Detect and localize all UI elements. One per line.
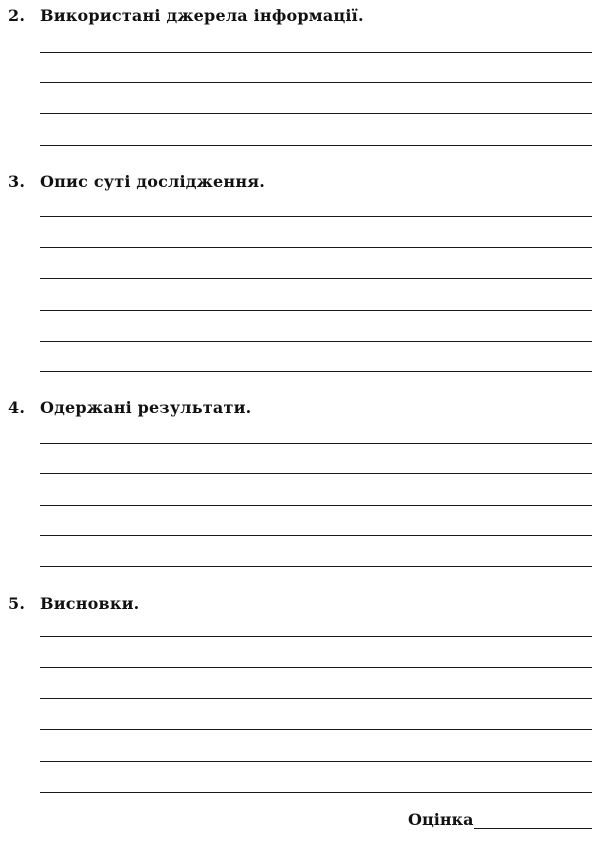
answer-line[interactable] — [40, 443, 592, 444]
answer-line[interactable] — [40, 792, 592, 793]
answer-line[interactable] — [40, 505, 592, 506]
section-number: 3. — [8, 172, 26, 191]
answer-line[interactable] — [40, 667, 592, 668]
answer-line[interactable] — [40, 278, 592, 279]
answer-line[interactable] — [40, 82, 592, 83]
section-title: Висновки. — [40, 594, 140, 613]
answer-line[interactable] — [40, 113, 592, 114]
answer-line[interactable] — [40, 729, 592, 730]
answer-line[interactable] — [40, 52, 592, 53]
section-number: 5. — [8, 594, 26, 613]
section-title: Використані джерела інформації. — [40, 6, 364, 25]
answer-line[interactable] — [40, 473, 592, 474]
answer-line[interactable] — [40, 247, 592, 248]
answer-line[interactable] — [40, 535, 592, 536]
answer-line[interactable] — [40, 636, 592, 637]
section-heading-results — [8, 398, 251, 418]
answer-line[interactable] — [40, 698, 592, 699]
answer-line[interactable] — [40, 145, 592, 146]
section-number: 2. — [8, 6, 26, 25]
answer-line[interactable] — [40, 341, 592, 342]
answer-line[interactable] — [40, 216, 592, 217]
section-heading-conclusions — [8, 594, 139, 614]
section-title: Опис суті дослідження. — [40, 172, 266, 191]
section-heading-sources — [8, 6, 364, 26]
section-number: 4. — [8, 398, 26, 417]
answer-line[interactable] — [40, 310, 592, 311]
answer-line[interactable] — [40, 566, 592, 567]
grade-label: Оцінка — [408, 810, 474, 829]
grade-field[interactable] — [474, 828, 592, 829]
answer-line[interactable] — [40, 761, 592, 762]
section-heading-description — [8, 172, 265, 192]
section-title: Одержані результати. — [40, 398, 252, 417]
answer-line[interactable] — [40, 371, 592, 372]
